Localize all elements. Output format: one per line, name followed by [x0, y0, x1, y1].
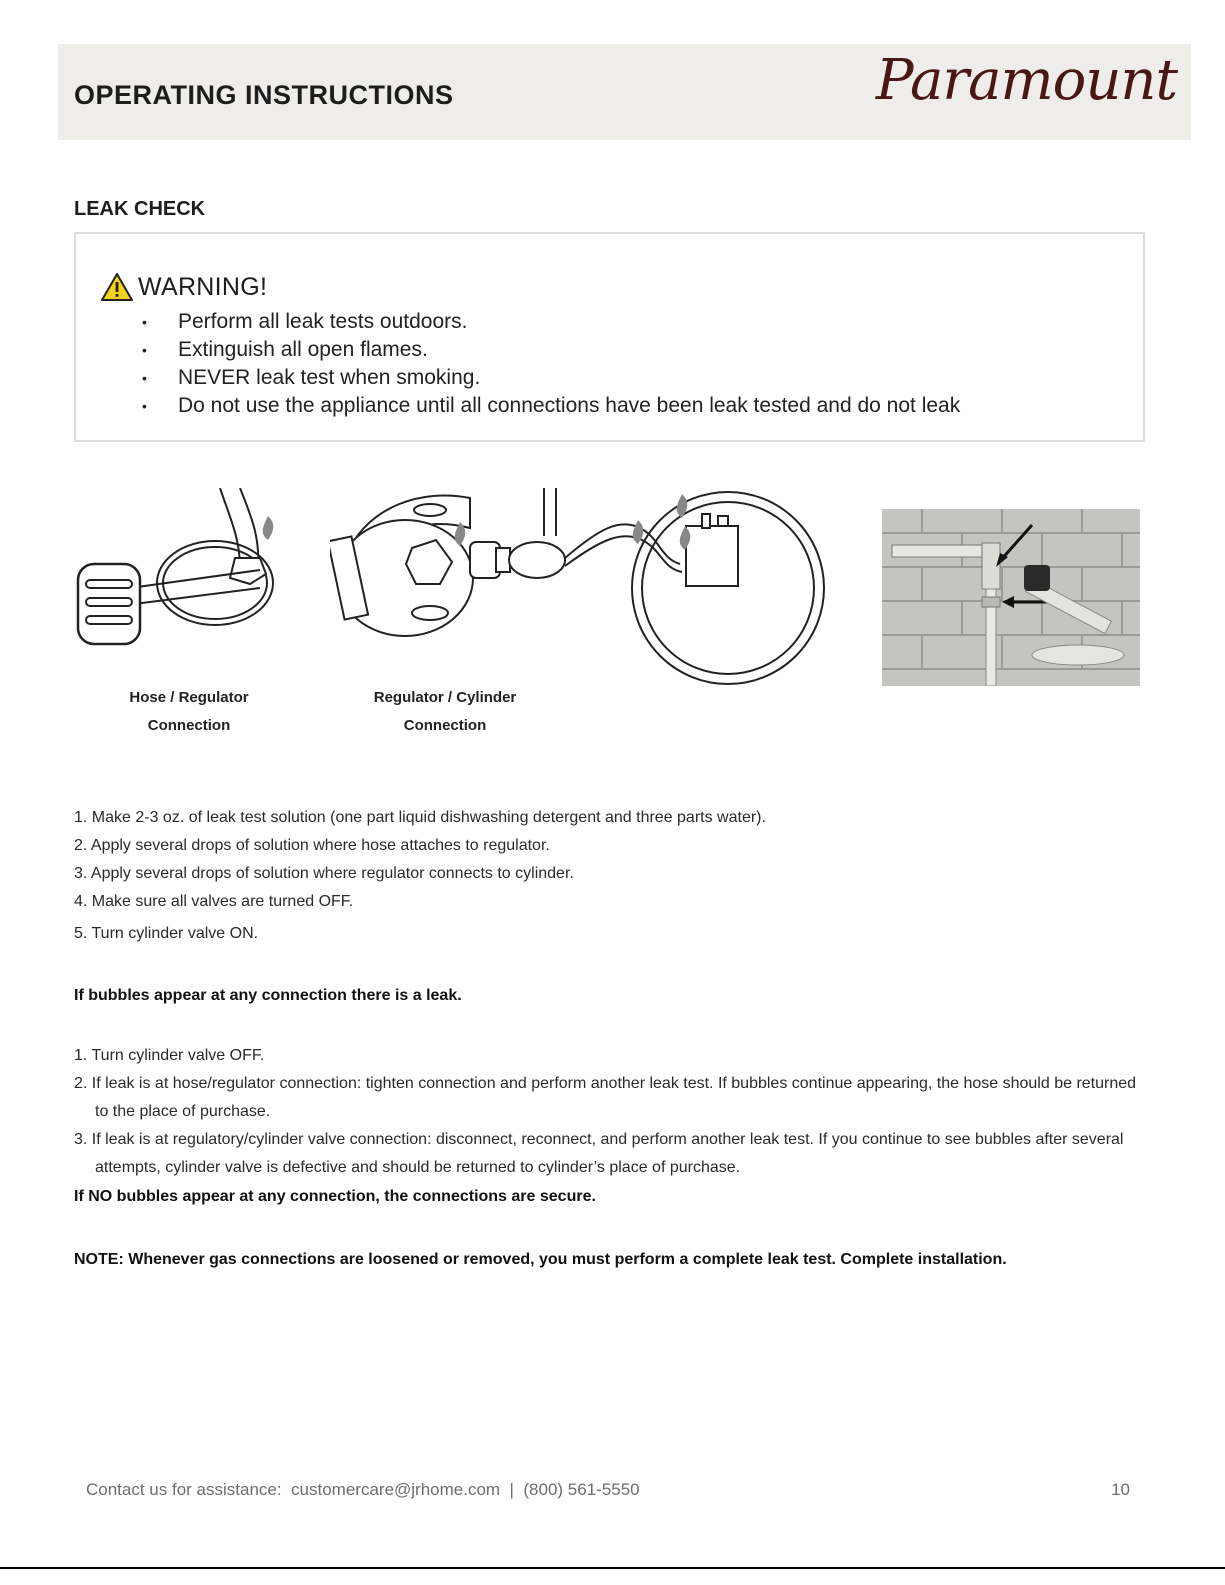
note-line: NOTE: Whenever gas connections are loosened or removed, you must perform a complete leak test. Complete installation. [74, 1251, 1007, 1268]
leak-step-item: 3. If leak is at regulatory/cylinder valve connection: disconnect, reconnect, and perform another leak test. If you continue to see bubbles after several attempts, cylinder valve is defective and should be returned to cylinder’s place of purchase. [74, 1131, 1124, 1176]
no-bubbles-line: If NO bubbles appear at any connection, the connections are secure. [74, 1188, 596, 1205]
footer-contact: Contact us for assistance: customercare@jrhome.com | (800) 561-5550 [86, 1480, 640, 1499]
brick-wall-image [882, 509, 1140, 686]
caption-line: Hose / Regulator [129, 689, 249, 706]
caption-line: Regulator / Cylinder [373, 689, 517, 706]
hose-regulator-caption [104, 684, 274, 740]
page-number: 10 [1111, 1480, 1130, 1499]
regulator-cylinder-caption [350, 684, 540, 740]
step-item: 3. Apply several drops of solution where regulator connects to cylinder. [74, 865, 574, 882]
leak-step-item: 2. If leak is at hose/regulator connection: tighten connection and perform another leak test. If bubbles continue appearing, the hose should be returned to the place of purchase. [74, 1075, 1137, 1120]
page-header [58, 44, 1191, 140]
test-steps [74, 804, 766, 948]
step-item: 2. Apply several drops of solution where hose attaches to regulator. [74, 837, 550, 854]
hose-regulator-illustration [70, 488, 300, 658]
section-title: LEAK CHECK [74, 198, 206, 220]
warning-box [74, 232, 1145, 442]
bottom-rule [0, 1567, 1225, 1569]
warning-item: • Perform all leak tests outdoors. [142, 308, 960, 336]
warning-triangle-icon [100, 272, 134, 302]
caption-line: Connection [147, 717, 231, 734]
warning-item: • NEVER leak test when smoking. [142, 364, 960, 392]
warning-list [142, 308, 960, 420]
step-item: 5. Turn cylinder valve ON. [74, 925, 259, 942]
regulator-cylinder-illustration [330, 488, 830, 688]
brand-logo: Paramount [875, 48, 1177, 113]
step-item: 1. Make 2-3 oz. of leak test solution (one part liquid dishwashing detergent and three parts water). [74, 809, 766, 826]
warning-title: WARNING! [138, 272, 268, 301]
warning-item: • Extinguish all open flames. [142, 336, 960, 364]
leak-step-item: 1. Turn cylinder valve OFF. [74, 1047, 265, 1064]
caption-line: Connection [403, 717, 487, 734]
header-title: OPERATING INSTRUCTIONS [74, 80, 454, 110]
leak-steps [74, 1042, 1149, 1182]
step-item: 4. Make sure all valves are turned OFF. [74, 893, 354, 910]
bubbles-heading: If bubbles appear at any connection there is a leak. [74, 987, 462, 1004]
warning-item: • Do not use the appliance until all connections have been leak tested and do not leak [142, 392, 960, 420]
leak-test-photo [882, 509, 1140, 686]
warning-heading [100, 272, 267, 302]
